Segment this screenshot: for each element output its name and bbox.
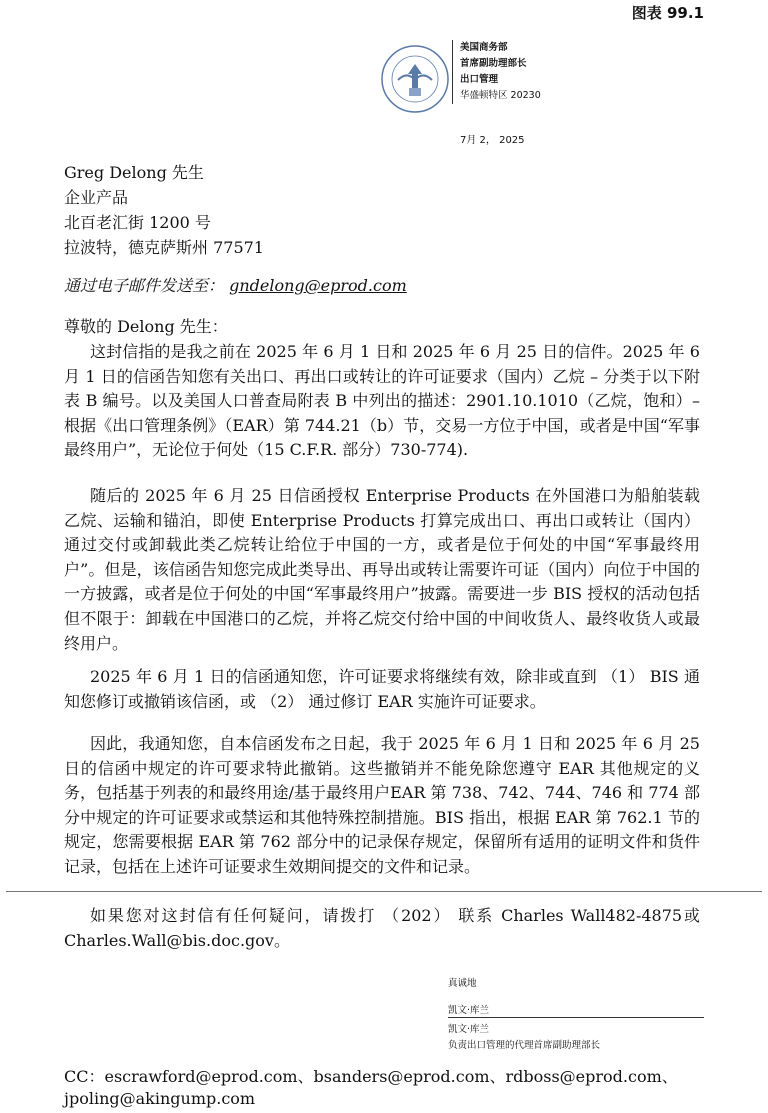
recipient-street: 北百老汇街 1200 号 <box>64 213 211 232</box>
delivery-line <box>64 273 407 296</box>
letter-date: 7月 2， 2025 <box>460 135 525 146</box>
delivery-prefix: 通过电子邮件发送至： <box>64 276 225 295</box>
recipient-company: 企业产品 <box>64 188 129 207</box>
recipient-email-link[interactable]: gndelong@eprod.com <box>229 276 407 295</box>
agency-location: 华盛顿特区 20230 <box>460 90 541 101</box>
body-paragraph-3: 2025 年 6 月 1 日的信函通知您，许可证要求将继续有效，除非或直到 （1） BIS 通知您修订或撤销该信函，或 （2） 通过修订 EAR 实施许可证要求。 <box>64 667 700 711</box>
contact-paragraph: 如果您对这封信有任何疑问，请拨打 （202） 联系 Charles Wall482-4875或 Charles.Wall@bis.doc.gov。 <box>64 906 700 950</box>
agency-name: 美国商务部 <box>460 42 508 53</box>
department-of-commerce-seal <box>380 44 450 114</box>
signature-line <box>448 1017 704 1018</box>
recipient-name: Greg Delong 先生 <box>64 163 204 182</box>
body-paragraph-1: 这封信指的是我之前在 2025 年 6 月 1 日和 2025 年 6 月 25 日的信件。2025 年 6 月 1 日的信函告知您有关出口、再出口或转让的许可证要求（国内）乙烷 – 分类于以下附表 B 编号。以及美国人口普查局附表 B 中列出的描述：2901.10.1010（乙烷，饱和）– 根据《出口管理条例》（EAR）第 744.21（b）节，交易一方位于中国，或者是中国“军事最终用户”，无论位于何处（15 C.F.R. 部分）730-774). <box>64 342 700 460</box>
signature: 凯文·库兰 <box>448 1005 490 1016</box>
signer-name: 凯文·库兰 <box>448 1024 490 1035</box>
body-paragraph-2: 随后的 2025 年 6 月 25 日信函授权 Enterprise Products 在外国港口为船舶装载乙烷、运输和锚泊，即使 Enterprise Products 打算完成出口、再出口或转让（国内）通过交付或卸载此类乙烷转让给位于中国的一方，或者是位于何处的中国“军事最终用户”。但是，该信函告知您完成此类导出、再导出或转让需要许可证（国内）向位于中国的一方披露，或者是位于何处的中国“军事最终用户”披露。需要进一步 BIS 授权的活动包括但不限于：卸载在中国港口的乙烷，并将乙烷交付给中国的中间收货人、最终收货人或最终用户。 <box>64 486 700 653</box>
recipient-address <box>64 160 264 260</box>
signer-title: 负责出口管理的代理首席副助理部长 <box>448 1040 601 1051</box>
recipient-city: 拉波特，德克萨斯州 77571 <box>64 238 264 257</box>
agency-office: 首席副助理部长 <box>460 58 527 69</box>
agency-block <box>452 40 541 104</box>
page-divider <box>6 891 762 892</box>
cc-list: CC：escrawford@eprod.com、bsanders@eprod.com、rdboss@eprod.com、jpoling@akingump.com <box>64 1067 678 1108</box>
closing-sincerely: 真诚地 <box>448 978 477 989</box>
agency-division: 出口管理 <box>460 74 499 85</box>
salutation: 尊敬的 Delong 先生： <box>64 317 228 336</box>
exhibit-label: 图表 99.1 <box>631 4 704 22</box>
body-paragraph-4: 因此，我通知您，自本信函发布之日起，我于 2025 年 6 月 1 日和 2025 年 6 月 25 日的信函中规定的许可要求特此撤销。这些撤销并不能免除您遵守 EAR 其他规定的义务，包括基于列表的和最终用途/基于最终用户EAR 第 738、742、744、746 和 774 部分中规定的许可证要求或禁运和其他特殊控制措施。BIS 指出，根据 EAR 第 762.1 节的规定，您需要根据 EAR 第 762 部分中的记录保存规定，保留所有适用的证明文件和货件记录，包括在上述许可证要求生效期间提交的文件和记录。 <box>64 734 700 876</box>
